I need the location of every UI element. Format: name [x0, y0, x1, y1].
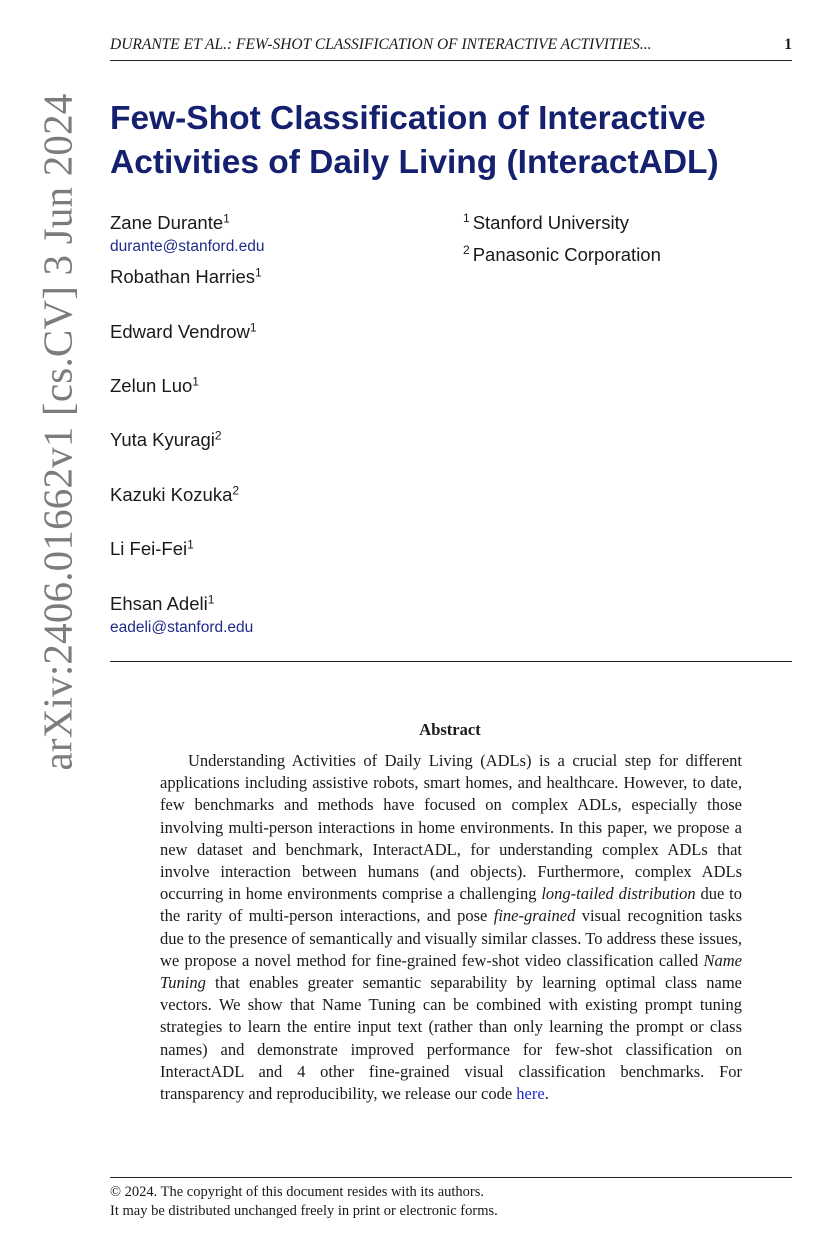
abstract-text: Understanding Activities of Daily Living (ADLs) is a crucial step for different applications including assistive robots, smart homes, and healthcare. However, to date, few benchmarks and methods have focused on complex ADLs, especially those involving multi-person interactions in home environments. In this paper, we propose a new dataset and benchmark, InteractADL, for understanding complex ADLs that involve interaction between humans (and objects). Furthermore, complex ADLs occurring in home environments comprise a challenging: [160, 751, 742, 904]
abstract-heading: Abstract: [419, 720, 481, 739]
copyright-notice: [110, 1183, 498, 1221]
author-name: Ehsan Adeli: [110, 593, 208, 614]
page-number: 1: [784, 36, 792, 53]
abstract-body: [160, 750, 742, 1105]
author-name: Zelun Luo: [110, 375, 193, 396]
affiliation-name: Panasonic Corporation: [472, 244, 661, 265]
abstract-text: visual recognition tasks due to the presence of semantically and visually similar classes. To address these issues, we propose a novel method for fine-grained few-shot video classification called: [160, 906, 743, 970]
affiliation-number: 2: [463, 242, 470, 257]
affiliation-name: Stanford University: [472, 212, 629, 233]
author-email[interactable]: eadeli@stanford.edu: [110, 619, 254, 636]
abstract-emphasis: Name Tuning: [160, 950, 742, 993]
arxiv-id-text: arXiv:2406.01662v1 [cs.CV] 3 Jun 2024: [34, 93, 81, 771]
affiliation-item: [463, 212, 661, 244]
abstract-text: due to the rarity of multi-person interactions, and pose: [160, 884, 742, 926]
abstract-emphasis: long-tailed distribution: [541, 884, 696, 904]
author-affiliation-mark: 1: [192, 374, 199, 389]
author-affiliation-mark: 2: [232, 483, 240, 498]
author-name: Zane Durante: [110, 212, 224, 233]
copyright-line-1: © 2024. The copyright of this document resides with its authors.: [110, 1184, 485, 1200]
author-item: [110, 266, 262, 288]
paper-title: [110, 97, 800, 185]
author-item: [110, 321, 257, 343]
author-name: Edward Vendrow: [110, 321, 250, 342]
footer-divider: [110, 1177, 792, 1178]
running-head-text: DURANTE ET AL.: FEW-SHOT CLASSIFICATION OF INTERACTIVE ACTIVITIES...: [110, 36, 652, 53]
code-link[interactable]: here: [516, 1084, 545, 1104]
abstract-emphasis: fine-grained: [493, 906, 576, 926]
author-item: [110, 212, 264, 256]
author-name: Robathan Harries: [110, 266, 255, 287]
copyright-line-2: It may be distributed unchanged freely in print or electronic forms.: [110, 1203, 498, 1219]
affiliation-number: 1: [463, 210, 470, 225]
author-email[interactable]: durante@stanford.edu: [110, 238, 265, 255]
author-item: [110, 593, 253, 637]
author-item: [110, 538, 194, 560]
abstract-text: that enables greater semantic separability by learning optimal class name vectors. We show that Name Tuning can be combined with existing prompt tuning strategies to learn the entire input text (rather than only learning the prompt or class names) and demonstrate improved performance for few-shot classification on InteractADL and 4 other fine-grained visual classification benchmarks. For transparency and reproducibility, we release our code: [160, 973, 742, 1104]
arxiv-identifier: [16, 92, 98, 772]
affiliation-list: [463, 212, 661, 276]
author-affiliation-mark: 1: [255, 265, 262, 280]
author-item: [110, 375, 199, 397]
author-name: Kazuki Kozuka: [110, 484, 233, 505]
author-affiliation-mark: 1: [223, 211, 230, 226]
title-line-2: Activities of Daily Living (InteractADL): [110, 144, 719, 181]
header-divider: [110, 661, 792, 662]
running-head: [110, 36, 792, 61]
author-name: Li Fei-Fei: [110, 538, 188, 559]
author-item: [110, 429, 222, 451]
author-affiliation-mark: 1: [249, 320, 257, 335]
affiliation-item: [463, 244, 661, 276]
abstract-text: .: [544, 1084, 549, 1104]
author-affiliation-mark: 1: [187, 537, 194, 552]
author-affiliation-mark: 2: [214, 428, 222, 443]
author-affiliation-mark: 1: [207, 592, 215, 607]
author-item: [110, 484, 239, 506]
author-name: Yuta Kyuragi: [110, 429, 215, 450]
title-line-1: Few-Shot Classification of Interactive: [110, 100, 706, 137]
